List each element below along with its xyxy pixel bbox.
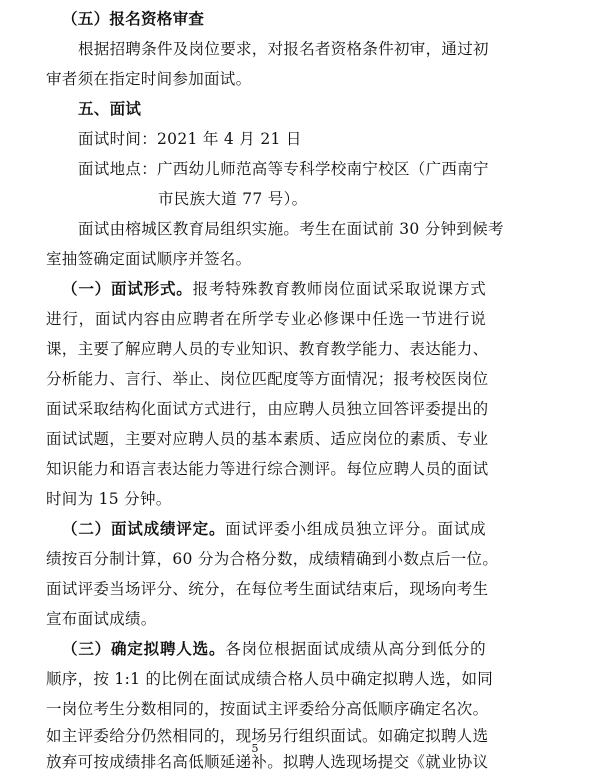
line-text: 顺序，按 1:1 的比例在面试成绩合格人员中确定拟聘人选，如同 bbox=[46, 670, 494, 688]
line-text: 面试地点：广西幼儿师范高等专科学校南宁校区（广西南宁 bbox=[78, 160, 489, 178]
heading-text: 五、面试 bbox=[78, 99, 142, 118]
subsection-heading: （二）面试成绩评定。 bbox=[62, 519, 226, 538]
line-text: 各岗位根据面试成绩从高分到低分的 bbox=[225, 640, 486, 658]
paragraph-line bbox=[46, 489, 486, 509]
line-text: 时间为 15 分钟。 bbox=[46, 490, 172, 508]
line-text: 分析能力、言行、举止、岗位匹配度等方面情况；报考校医岗位 bbox=[46, 370, 489, 388]
line-text: 报考特殊教育教师岗位面试采取说课方式 bbox=[192, 280, 486, 298]
line-text: 进行，面试内容由应聘者在所学专业必修课中任选一节进行说 bbox=[46, 310, 486, 328]
paragraph-line bbox=[46, 459, 489, 479]
section-heading-qualification-review bbox=[62, 9, 502, 29]
line-text: 绩按百分制计算，60 分为合格分数，成绩精确到小数点后一位。 bbox=[46, 550, 499, 568]
line-text: 面试由榕城区教育局组织实施。考生在面试前 30 分钟到候考 bbox=[78, 220, 504, 238]
subsection-score-evaluation bbox=[62, 519, 486, 539]
line-text: 室抽签确定面试顺序并签名。 bbox=[46, 250, 252, 268]
heading-text: （五）报名资格审查 bbox=[62, 9, 205, 28]
paragraph-line bbox=[78, 219, 504, 239]
subsection-candidate-selection bbox=[62, 639, 486, 659]
paragraph-line bbox=[46, 309, 486, 329]
line-text: 宣布面试成绩。 bbox=[46, 610, 157, 628]
line-text: 面试试题，主要对应聘人员的基本素质、适应岗位的素质、专业 bbox=[46, 430, 489, 448]
line-text: 面试时间：2021 年 4 月 21 日 bbox=[78, 130, 302, 148]
paragraph-line bbox=[46, 249, 486, 269]
interview-location-continuation bbox=[158, 189, 598, 209]
subsection-heading: （三）确定拟聘人选。 bbox=[62, 639, 226, 658]
line-text: 面试采取结构化面试方式进行，由应聘人员独立回答评委提出的 bbox=[46, 400, 489, 418]
line-text: 面试评委小组成员独立评分。面试成 bbox=[225, 520, 486, 538]
line-text: 根据招聘条件及岗位要求，对报名者资格条件初审，通过初 bbox=[78, 40, 489, 58]
paragraph-line bbox=[46, 429, 489, 449]
paragraph-line bbox=[46, 669, 494, 689]
section-heading-interview bbox=[78, 99, 518, 119]
paragraph-line bbox=[46, 609, 486, 629]
line-text: 知识能力和语言表达能力等进行综合测评。每位应聘人员的面试 bbox=[46, 460, 489, 478]
line-text: 审者须在指定时间参加面试。 bbox=[46, 70, 252, 88]
interview-time-line bbox=[78, 129, 518, 149]
line-text: 放弃可按成绩排名高低顺延递补。拟聘人选现场提交《就业协议 bbox=[46, 753, 489, 771]
line-text: 一岗位考生分数相同的，按面试主评委给分高低顺序确定名次。 bbox=[46, 700, 489, 718]
paragraph-line bbox=[46, 399, 489, 419]
line-text: 面试评委当场评分、统分，在每位考生面试结束后，现场向考生 bbox=[46, 580, 489, 598]
page-number: 5 bbox=[251, 742, 259, 755]
paragraph-line bbox=[46, 549, 499, 569]
line-text: 课，主要了解应聘人员的专业知识、教育教学能力、表达能力、 bbox=[46, 340, 489, 358]
paragraph-line bbox=[46, 369, 489, 389]
line-text: 市民族大道 77 号）。 bbox=[158, 190, 308, 208]
paragraph-line bbox=[46, 579, 489, 599]
interview-location-line bbox=[78, 159, 489, 179]
subsection-interview-format bbox=[62, 279, 486, 299]
paragraph-line bbox=[46, 339, 489, 359]
line-text: 如主评委给分仍然相同的，现场另行组织面试。如确定拟聘人选 bbox=[46, 727, 489, 745]
paragraph-line bbox=[46, 69, 486, 89]
paragraph-line bbox=[78, 39, 489, 59]
paragraph-line bbox=[46, 699, 489, 719]
subsection-heading: （一）面试形式。 bbox=[62, 279, 193, 298]
